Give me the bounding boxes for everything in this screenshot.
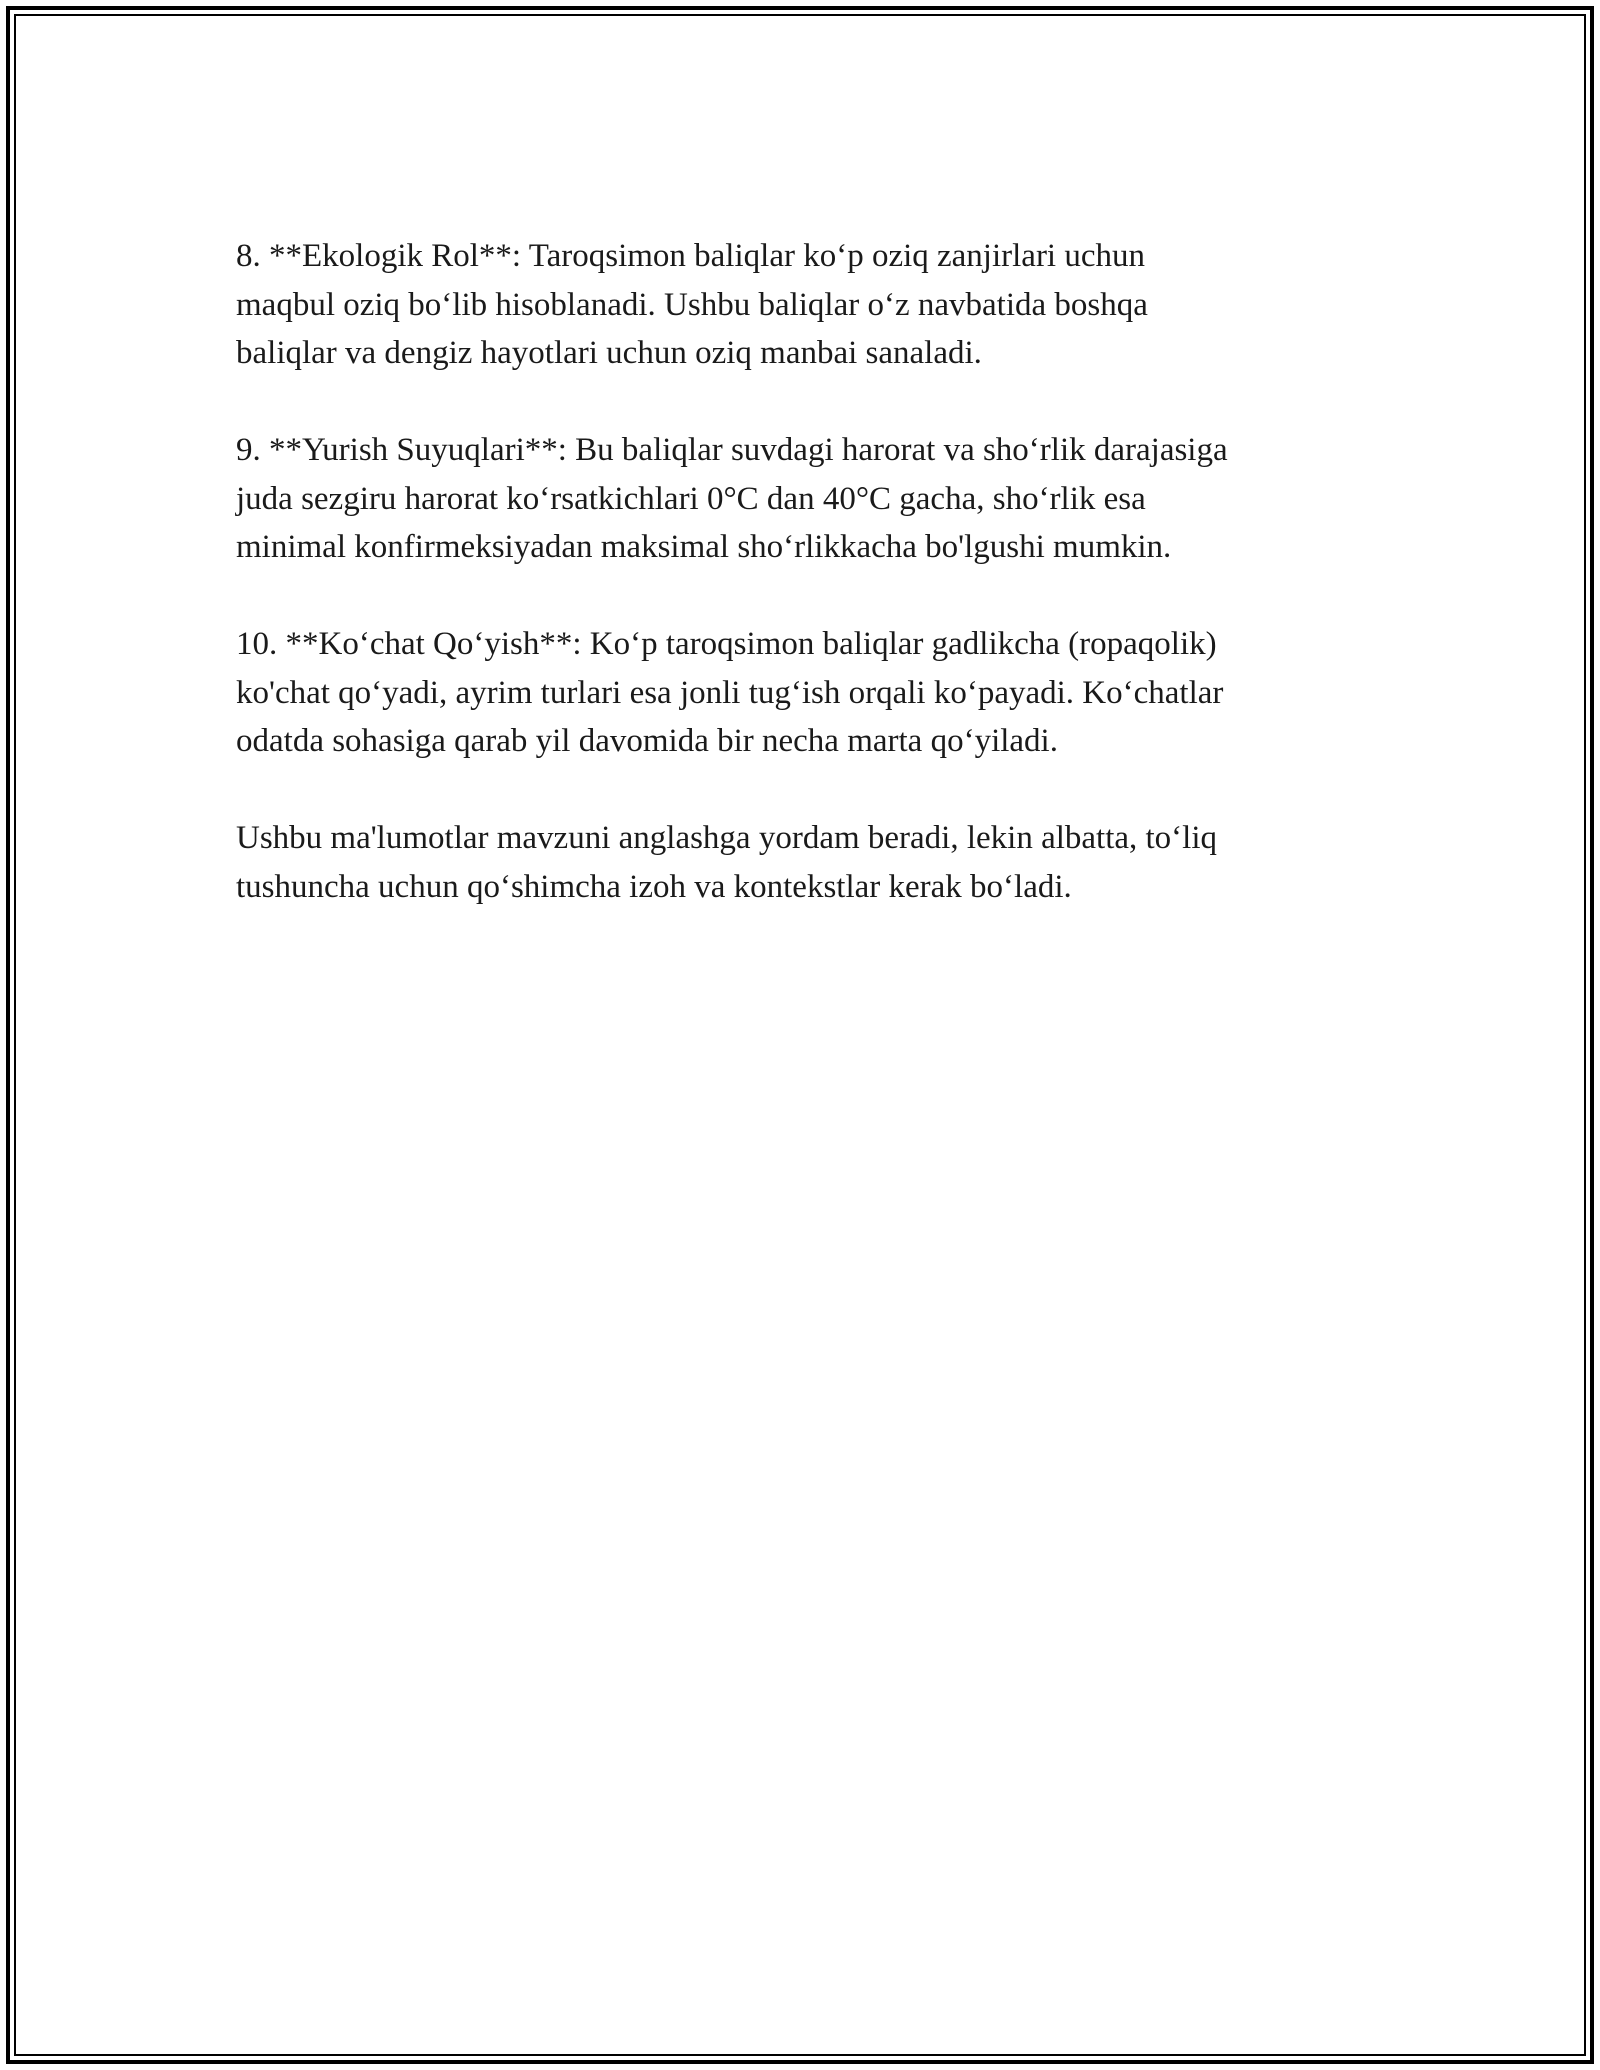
paragraph-conclusion: Ushbu ma'lumotlar mavzuni anglashga yordam beradi, lekin albatta, to‘liq tushuncha uchun qo‘shimcha izoh va kontekstlar kerak bo‘ladi. — [236, 820, 1218, 905]
paragraph-spawning: 10. **Ko‘chat Qo‘yish**: Ko‘p taroqsimon baliqlar gadlikcha (ropaqolik) ko'chat qo‘yadi, ayrim turlari esa jonli tug‘ish orqali ko‘payadi. Ko‘chatlar odatda sohasiga qarab yil davomida bir necha marta qo‘yiladi. — [236, 626, 1224, 759]
paragraph-living-fluids: 9. **Yurish Suyuqlari**: Bu baliqlar suvdagi harorat va sho‘rlik darajasiga juda sezgiru harorat ko‘rsatkichlari 0°C dan 40°C gacha, sho‘rlik esa minimal konfirmeksiyadan maksimal sho‘rlikkacha bo'lgushi mumkin. — [236, 432, 1228, 565]
paragraph-ecological-role: 8. **Ekologik Rol**: Taroqsimon baliqlar ko‘p oziq zanjirlari uchun maqbul oziq bo‘lib hisoblanadi. Ushbu baliqlar o‘z navbatida boshqa baliqlar va dengiz hayotlari uchun oziq manbai sanaladi. — [236, 238, 1148, 371]
document-body — [236, 232, 1376, 960]
